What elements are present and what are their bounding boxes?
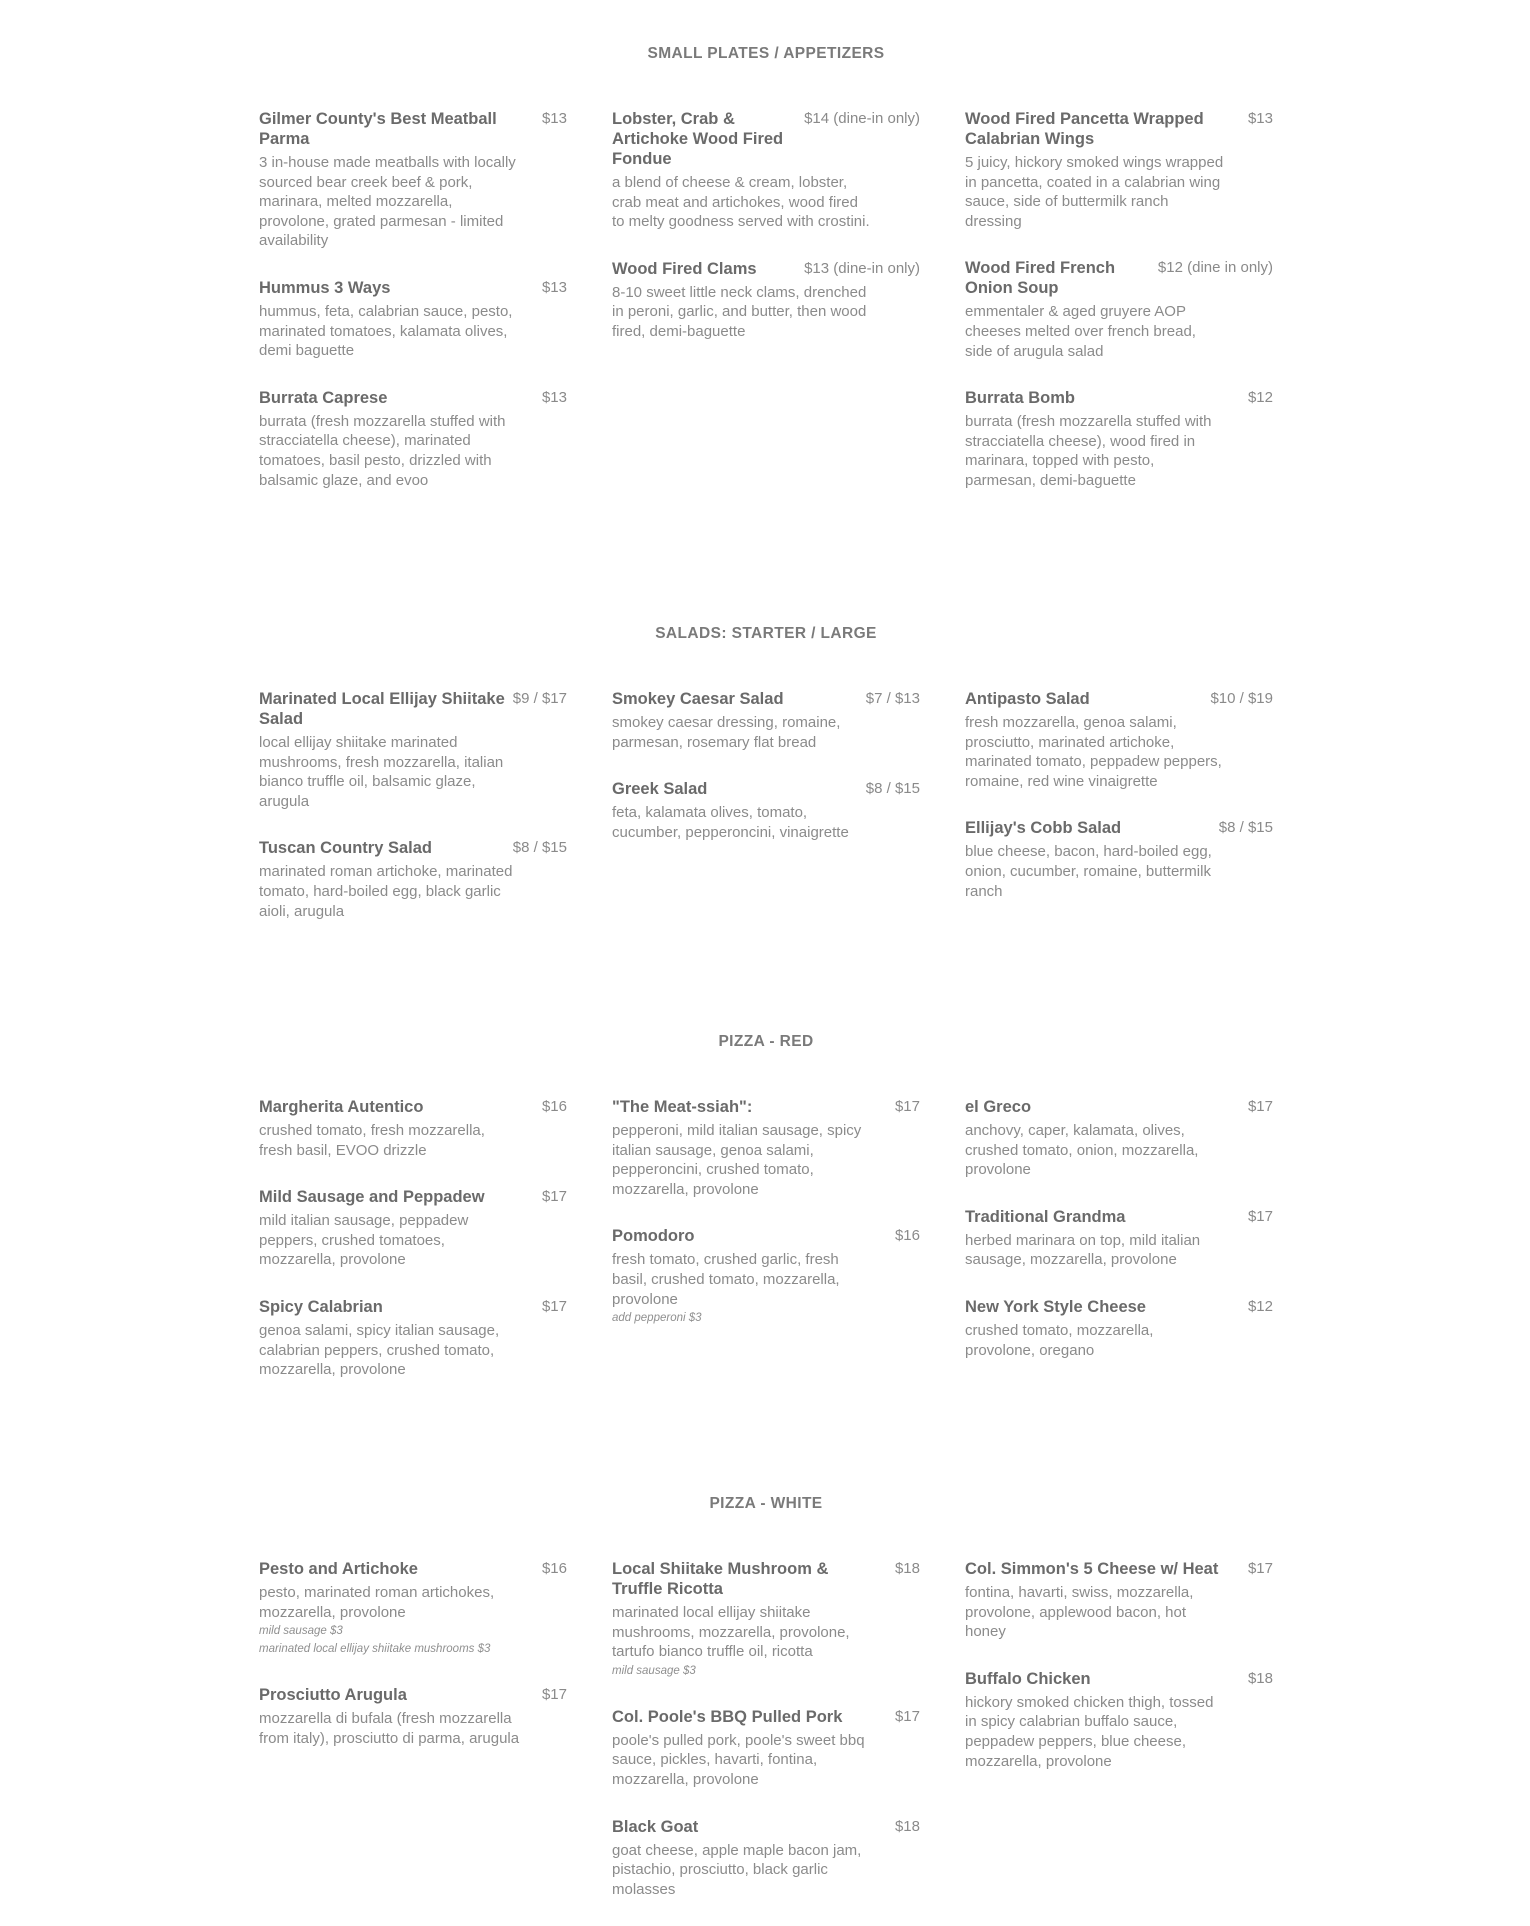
menu-item-price: $17 <box>894 1707 920 1725</box>
menu-item-name: Smokey Caesar Salad <box>612 690 784 708</box>
section-title: PIZZA - WHITE <box>709 1495 823 1512</box>
menu-item-name: Antipasto Salad <box>965 690 1090 708</box>
menu-item <box>965 689 1273 791</box>
menu-item-price: $7 / $13 <box>865 690 920 707</box>
menu-item-header <box>259 838 567 858</box>
menu-item-price: $18 <box>894 1817 920 1835</box>
menu-item-header <box>965 1097 1273 1117</box>
menu-item-header <box>612 1817 920 1837</box>
menu-item <box>259 1685 567 1748</box>
menu-item-header <box>965 109 1273 149</box>
section-title: PIZZA - RED <box>718 1033 814 1050</box>
menu-item-header <box>259 1187 567 1207</box>
menu-item-header <box>612 1226 920 1246</box>
menu-item-description: goat cheese, apple maple bacon jam, pistachio, prosciutto, black garlic molasses <box>612 1841 862 1898</box>
menu-item-description: pepperoni, mild italian sausage, spicy italian sausage, genoa salami, pepperoncini, crushed tomato, mozzarella, provolone <box>612 1122 862 1198</box>
menu-column-third <box>965 109 1273 518</box>
menu-item-addon: mild sausage $3 <box>612 1664 696 1677</box>
menu-item-name: Pesto and Artichoke <box>259 1560 418 1578</box>
menu-column-second <box>612 1097 920 1407</box>
menu-item <box>965 818 1273 901</box>
menu-item-name: Wood Fired French Onion Soup <box>965 259 1116 298</box>
menu-item-header <box>259 388 567 408</box>
menu-item <box>612 109 920 232</box>
menu-item-price: $12 <box>1247 389 1273 407</box>
menu-item-name: Greek Salad <box>612 780 708 799</box>
menu-item <box>612 779 920 842</box>
menu-item <box>612 1559 920 1680</box>
menu-item-header <box>259 689 567 729</box>
menu-item-description: burrata (fresh mozzarella stuffed with stracciatella cheese), wood fired in marinara, topped with pesto, parmesan, demi-baguette <box>965 413 1212 489</box>
menu-item-name: Tuscan Country Salad <box>259 839 432 858</box>
menu-section <box>259 1032 1273 1379</box>
menu-item-description: 5 juicy, hickory smoked wings wrapped in pancetta, coated in a calabrian wing sauce, side of buttermilk ranch dressing <box>965 154 1224 230</box>
menu-item-description: poole's pulled pork, poole's sweet bbq sauce, pickles, havarti, fontina, mozzarella, provolone <box>612 1731 865 1788</box>
menu-item-price: $13 <box>541 278 567 296</box>
menu-item-price: $17 <box>894 1098 920 1115</box>
menu-item-description: 3 in-house made meatballs with locally sourced bear creek beef & pork, marinara, melted mozzarella, provolone, grated parmesan - limited availability <box>259 154 516 250</box>
menu-item-price: $13 (dine-in only) <box>804 259 920 277</box>
menu-item <box>259 1097 567 1160</box>
menu-item <box>259 278 567 361</box>
menu-item-price: $17 <box>541 1297 567 1315</box>
menu-item-price: $13 <box>541 110 567 127</box>
menu-columns <box>259 1559 1273 1926</box>
menu-item-description: crushed tomato, mozzarella, provolone, oregano <box>965 1321 1154 1359</box>
menu-item <box>259 388 567 490</box>
menu-item-name: Wood Fired Clams <box>612 259 757 278</box>
menu-item-description: local ellijay shiitake marinated mushrooms, fresh mozzarella, italian bianco truffle oil, balsamic glaze, arugula <box>259 734 504 810</box>
menu-column-first <box>259 1097 567 1407</box>
menu-item-price: $17 <box>1247 1207 1273 1225</box>
menu-item-name: Prosciutto Arugula <box>259 1686 407 1705</box>
menu-item <box>259 1559 567 1658</box>
menu-item <box>612 1226 920 1327</box>
menu-item-name: Ellijay's Cobb Salad <box>965 819 1122 838</box>
menu-item-price: $16 <box>541 1098 567 1115</box>
menu-item-header <box>965 1559 1273 1579</box>
menu-item-header <box>259 1685 567 1705</box>
menu-item-name: Col. Poole's BBQ Pulled Pork <box>612 1707 843 1726</box>
menu-item-name: Black Goat <box>612 1817 699 1836</box>
menu-item-name: Lobster, Crab & Artichoke Wood Fired Fondue <box>612 110 784 168</box>
menu-column-first <box>259 109 567 518</box>
section-title: SALADS: STARTER / LARGE <box>655 625 877 642</box>
menu-item-price: $18 <box>1247 1669 1273 1687</box>
menu-item-description: feta, kalamata olives, tomato, cucumber, pepperoncini, vinaigrette <box>612 804 849 841</box>
menu-item-description: genoa salami, spicy italian sausage, calabrian peppers, crushed tomato, mozzarella, provolone <box>259 1321 500 1379</box>
menu-item-name: el Greco <box>965 1098 1032 1116</box>
menu-item-description: blue cheese, bacon, hard-boiled egg, onion, cucumber, romaine, buttermilk ranch <box>965 843 1212 900</box>
menu-item-price: $17 <box>1247 1098 1273 1115</box>
menu-column-second <box>612 109 920 518</box>
menu-item-name: Margherita Autentico <box>259 1098 424 1116</box>
menu-item <box>612 259 920 342</box>
menu-item-description: marinated local ellijay shiitake mushrooms, mozzarella, provolone, tartufo bianco truffle oil, ricotta <box>612 1604 850 1661</box>
menu-section <box>259 1494 1273 1898</box>
menu-item-name: Spicy Calabrian <box>259 1297 383 1316</box>
menu-item <box>965 1297 1273 1360</box>
menu-column-third <box>965 689 1273 948</box>
menu-item <box>612 689 920 752</box>
menu-item-header <box>612 1707 920 1727</box>
menu-columns <box>259 1097 1273 1407</box>
menu-item-header <box>965 1669 1273 1689</box>
menu-item-header <box>612 1097 920 1117</box>
menu-column-second <box>612 689 920 948</box>
menu-item-price: $8 / $15 <box>1218 819 1273 837</box>
menu-item <box>965 388 1273 490</box>
menu-item-name: Gilmer County's Best Meatball Parma <box>259 110 497 148</box>
menu-item-header <box>965 1207 1273 1227</box>
menu-item <box>259 689 567 811</box>
menu-item-header <box>259 1559 567 1579</box>
menu-item-name: Local Shiitake Mushroom & Truffle Ricotta <box>612 1560 829 1598</box>
menu-item-name: Burrata Bomb <box>965 389 1076 408</box>
menu-item-header <box>612 259 920 279</box>
menu-item-name: "The Meat-ssiah": <box>612 1098 753 1116</box>
menu-item <box>612 1707 920 1790</box>
menu-item-description: anchovy, caper, kalamata, olives, crushed tomato, onion, mozzarella, provolone <box>965 1122 1199 1179</box>
menu-item-description: mozzarella di bufala (fresh mozzarella from italy), prosciutto di parma, arugula <box>259 1710 520 1747</box>
menu-item-addon: add pepperoni $3 <box>612 1312 702 1325</box>
menu-item-description: smokey caesar dressing, romaine, parmesan, rosemary flat bread <box>612 714 841 751</box>
menu-item-price: $14 (dine-in only) <box>804 110 920 127</box>
menu-item <box>965 1669 1273 1771</box>
menu-item <box>259 838 567 921</box>
menu-column-third <box>965 1097 1273 1407</box>
menu-item <box>965 258 1273 361</box>
menu-column-third <box>965 1559 1273 1926</box>
menu-item-description: burrata (fresh mozzarella stuffed with stracciatella cheese), marinated tomatoes, basil pesto, drizzled with balsamic glaze, and evoo <box>259 412 506 489</box>
menu-item-description: hickory smoked chicken thigh, tossed in spicy calabrian buffalo sauce, peppadew peppers, blue cheese, mozzarella, provolone <box>965 1693 1214 1770</box>
menu-column-second <box>612 1559 920 1926</box>
menu-item-header <box>965 388 1273 408</box>
menu-item <box>612 1817 920 1900</box>
menu-item-name: Buffalo Chicken <box>965 1669 1091 1688</box>
menu-item-description: fontina, havarti, swiss, mozzarella, provolone, applewood bacon, hot honey <box>965 1584 1194 1641</box>
menu-item-price: $13 <box>541 388 567 406</box>
menu-item-description: herbed marinara on top, mild italian sausage, mozzarella, provolone <box>965 1231 1201 1269</box>
menu-item-description: fresh tomato, crushed garlic, fresh basil, crushed tomato, mozzarella, provolone <box>612 1251 840 1308</box>
menu-item-price: $8 / $15 <box>512 839 567 857</box>
menu-item-name: Pomodoro <box>612 1227 695 1246</box>
menu-item-addon: marinated local ellijay shiitake mushrooms $3 <box>259 1643 491 1656</box>
menu-item-price: $12 (dine in only) <box>1157 259 1273 277</box>
menu-item <box>965 1097 1273 1180</box>
menu-item-description: marinated roman artichoke, marinated tomato, hard-boiled egg, black garlic aioli, arugula <box>259 863 513 920</box>
menu-item-header <box>612 109 920 169</box>
menu-item-description: emmentaler & aged gruyere AOP cheeses melted over french bread, side of arugula salad <box>965 303 1196 360</box>
menu-item-price: $17 <box>541 1188 567 1206</box>
menu-item-price: $16 <box>541 1560 567 1577</box>
menu-item <box>259 1297 567 1380</box>
menu-item-header <box>965 689 1273 709</box>
menu-item <box>259 1187 567 1270</box>
menu-item-header <box>259 1097 567 1117</box>
menu-column-first <box>259 689 567 948</box>
menu-item-header <box>259 278 567 298</box>
menu-item-description: crushed tomato, fresh mozzarella, fresh basil, EVOO drizzle <box>259 1122 485 1159</box>
menu-item <box>259 109 567 251</box>
menu-item-name: Mild Sausage and Peppadew <box>259 1188 485 1207</box>
menu-item-description: 8-10 sweet little neck clams, drenched in peroni, garlic, and butter, then wood fired, demi-baguette <box>612 283 867 340</box>
menu-item-header <box>259 1297 567 1317</box>
menu-item-name: Burrata Caprese <box>259 388 388 407</box>
menu-column-first <box>259 1559 567 1926</box>
menu-item-name: Hummus 3 Ways <box>259 278 391 297</box>
menu-item-description: hummus, feta, calabrian sauce, pesto, marinated tomatoes, kalamata olives, demi baguette <box>259 302 513 360</box>
menu-item-description: mild italian sausage, peppadew peppers, crushed tomatoes, mozzarella, provolone <box>259 1212 469 1269</box>
menu-item-description: a blend of cheese & cream, lobster, crab meat and artichokes, wood fired to melty goodness served with crostini. <box>612 174 870 231</box>
menu-item-header <box>612 1559 920 1599</box>
menu-item-price: $16 <box>894 1227 920 1245</box>
menu-item-price: $17 <box>541 1686 567 1704</box>
menu-item-header <box>612 689 920 709</box>
menu-item-header <box>965 258 1273 298</box>
section-title: SMALL PLATES / APPETIZERS <box>647 45 885 62</box>
menu-item-name: Wood Fired Pancetta Wrapped Calabrian Wings <box>965 110 1204 148</box>
menu-item-price: $17 <box>1247 1560 1273 1577</box>
menu-item <box>965 109 1273 231</box>
menu-item-price: $10 / $19 <box>1210 690 1273 707</box>
menu-item-name: New York Style Cheese <box>965 1297 1146 1316</box>
menu-item-price: $18 <box>894 1560 920 1577</box>
menu-item-price: $8 / $15 <box>865 780 920 798</box>
menu-item-header <box>612 779 920 799</box>
menu-section <box>259 624 1273 920</box>
menu-item-name: Marinated Local Ellijay Shiitake Salad <box>259 690 505 728</box>
menu-item-header <box>965 1297 1273 1317</box>
menu-item-header <box>965 818 1273 838</box>
menu-item-price: $13 <box>1247 110 1273 127</box>
menu-item-price: $12 <box>1247 1297 1273 1315</box>
menu-item-price: $9 / $17 <box>512 690 567 707</box>
menu-columns <box>259 109 1273 518</box>
menu-columns <box>259 689 1273 948</box>
menu-item <box>965 1559 1273 1642</box>
menu-item <box>612 1097 920 1199</box>
menu-item-description: pesto, marinated roman artichokes, mozzarella, provolone <box>259 1584 495 1621</box>
menu-item-description: fresh mozzarella, genoa salami, prosciutto, marinated artichoke, marinated tomato, peppadew peppers, romaine, red wine vinaigrette <box>965 714 1222 790</box>
menu-item-addon: mild sausage $3 <box>259 1625 343 1638</box>
menu-item-name: Traditional Grandma <box>965 1207 1126 1226</box>
menu-item-header <box>259 109 567 149</box>
menu-section <box>259 44 1273 489</box>
menu-item <box>965 1207 1273 1270</box>
menu-item-name: Col. Simmon's 5 Cheese w/ Heat <box>965 1560 1219 1578</box>
